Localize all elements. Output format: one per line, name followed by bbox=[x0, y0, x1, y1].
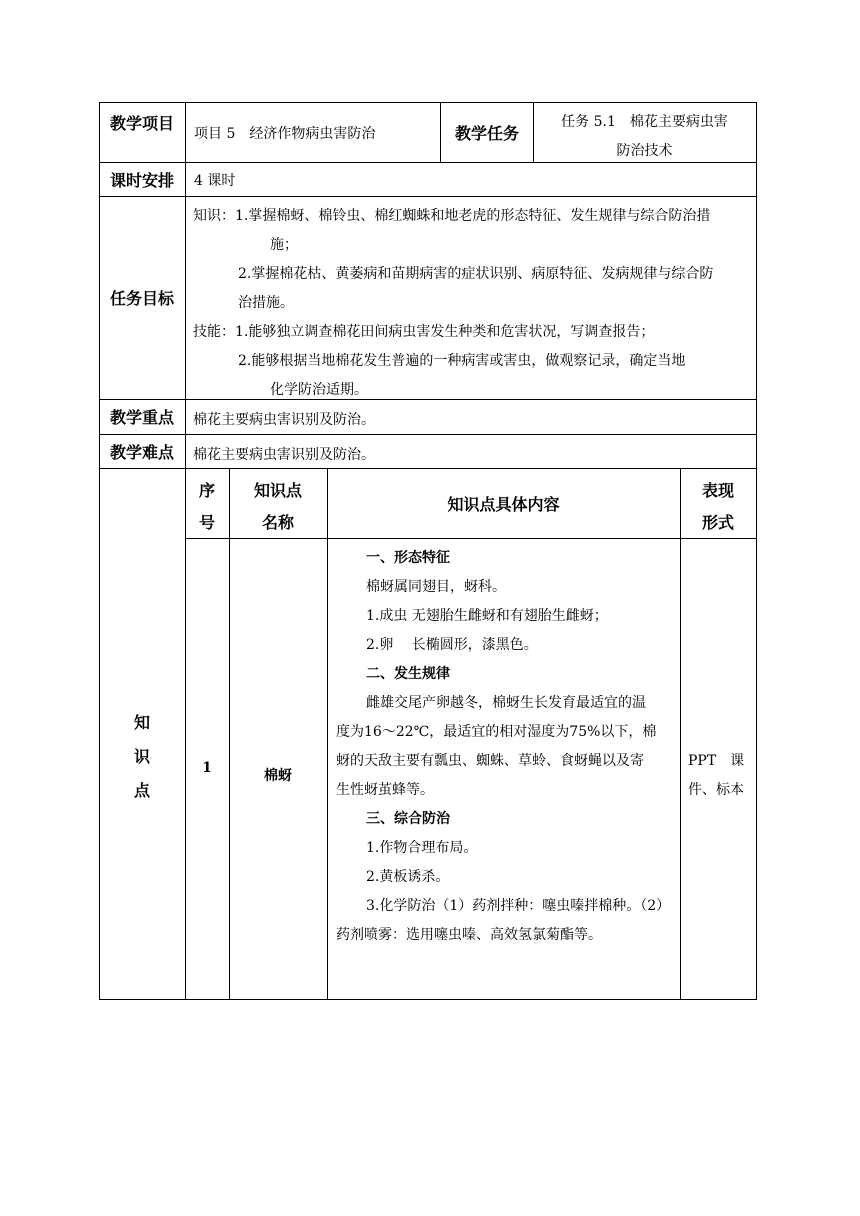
difficulties-label: 教学难点 bbox=[109, 442, 174, 462]
content-heading-2: 二、发生规律 bbox=[366, 666, 450, 682]
project-label: 教学项目 bbox=[109, 113, 174, 133]
content-para-1: 棉蚜属同翅目，蚜科。 bbox=[366, 579, 506, 595]
difficulties-value: 棉花主要病虫害识别及防治。 bbox=[193, 447, 375, 463]
content-para-7: 生性蚜茧蜂等。 bbox=[336, 782, 434, 798]
skill-item-2: 2.能够根据当地棉花发生普遍的一种病害或害虫，做观察记录，确定当地 bbox=[238, 353, 686, 369]
row-form-line1: PPT 课 bbox=[688, 753, 745, 769]
key-points-label: 教学重点 bbox=[109, 408, 174, 427]
table-border-right bbox=[756, 102, 757, 1000]
task-value-line1: 任务 5.1 棉花主要病虫害 bbox=[561, 114, 728, 130]
table-rule bbox=[99, 196, 757, 197]
table-rule bbox=[185, 538, 757, 539]
knowledge-item-2-cont: 治措施。 bbox=[238, 295, 294, 311]
table-rule bbox=[99, 434, 757, 435]
table-rule bbox=[229, 468, 230, 1000]
side-label-char2: 识 bbox=[133, 747, 150, 766]
col-name-line1: 知识点 bbox=[253, 481, 302, 500]
col-form-line1: 表现 bbox=[701, 481, 734, 500]
side-label-char1: 知 bbox=[133, 713, 150, 732]
content-para-8: 1.作物合理布局。 bbox=[366, 840, 478, 856]
table-rule bbox=[185, 102, 186, 1000]
col-name-line2: 名称 bbox=[261, 513, 294, 532]
table-rule bbox=[99, 399, 757, 400]
content-heading-1: 一、形态特征 bbox=[366, 550, 450, 566]
content-para-2: 1.成虫 无翅胎生雌蚜和有翅胎生雌蚜； bbox=[366, 608, 608, 624]
col-no-line2: 号 bbox=[199, 513, 216, 532]
content-para-4: 雌雄交尾产卵越冬，棉蚜生长发育最适宜的温 bbox=[366, 695, 646, 711]
key-points-value: 棉花主要病虫害识别及防治。 bbox=[193, 412, 375, 428]
knowledge-item-1: 1.掌握棉蚜、棉铃虫、棉红蜘蛛和地老虎的形态特征、发生规律与综合防治措 bbox=[235, 208, 711, 224]
hours-label: 课时安排 bbox=[109, 170, 174, 190]
knowledge-prefix: 知识： bbox=[193, 208, 235, 224]
col-no-line1: 序 bbox=[199, 481, 216, 500]
skill-item-1: 1.能够独立调查棉花田间病虫害发生种类和危害状况，写调查报告； bbox=[235, 324, 655, 340]
hours-value: 4 课时 bbox=[194, 173, 236, 189]
side-label-char3: 点 bbox=[133, 781, 150, 800]
task-label: 教学任务 bbox=[454, 124, 519, 143]
content-para-9: 2.黄板诱杀。 bbox=[366, 869, 450, 885]
table-rule bbox=[327, 468, 328, 1000]
row-name: 棉蚜 bbox=[264, 768, 292, 784]
content-heading-3: 三、综合防治 bbox=[366, 811, 450, 827]
skill-prefix: 技能： bbox=[193, 324, 235, 340]
content-para-5: 度为16～22℃，最适宜的相对湿度为75%以下，棉 bbox=[336, 724, 657, 740]
knowledge-item-1-cont: 施； bbox=[270, 237, 298, 253]
table-rule bbox=[99, 162, 757, 163]
table-border-bottom bbox=[99, 999, 757, 1000]
content-para-3: 2.卵 长椭圆形，漆黑色。 bbox=[366, 637, 538, 653]
content-para-6: 蚜的天敌主要有瓢虫、蜘蛛、草蛉、食蚜蝇以及寄 bbox=[336, 753, 644, 769]
row-form-line2: 件、标本 bbox=[688, 782, 744, 798]
project-value: 项目 5 经济作物病虫害防治 bbox=[194, 126, 376, 142]
task-value-line2: 防治技术 bbox=[616, 143, 673, 159]
objectives-label: 任务目标 bbox=[109, 289, 174, 308]
table-rule bbox=[680, 468, 681, 1000]
knowledge-item-2: 2.掌握棉花枯、黄萎病和苗期病害的症状识别、病原特征、发病规律与综合防 bbox=[238, 266, 714, 282]
table-border-top bbox=[99, 102, 757, 103]
col-content: 知识点具体内容 bbox=[447, 494, 560, 514]
row-number: 1 bbox=[202, 760, 212, 776]
col-form-line2: 形式 bbox=[701, 513, 734, 532]
content-para-10: 3.化学防治（1）药剂拌种：噻虫嗪拌棉种。（2） bbox=[366, 898, 671, 914]
skill-item-2-cont: 化学防治适期。 bbox=[270, 382, 368, 398]
content-para-11: 药剂喷雾：选用噻虫嗪、高效氢氯菊酯等。 bbox=[336, 927, 602, 943]
